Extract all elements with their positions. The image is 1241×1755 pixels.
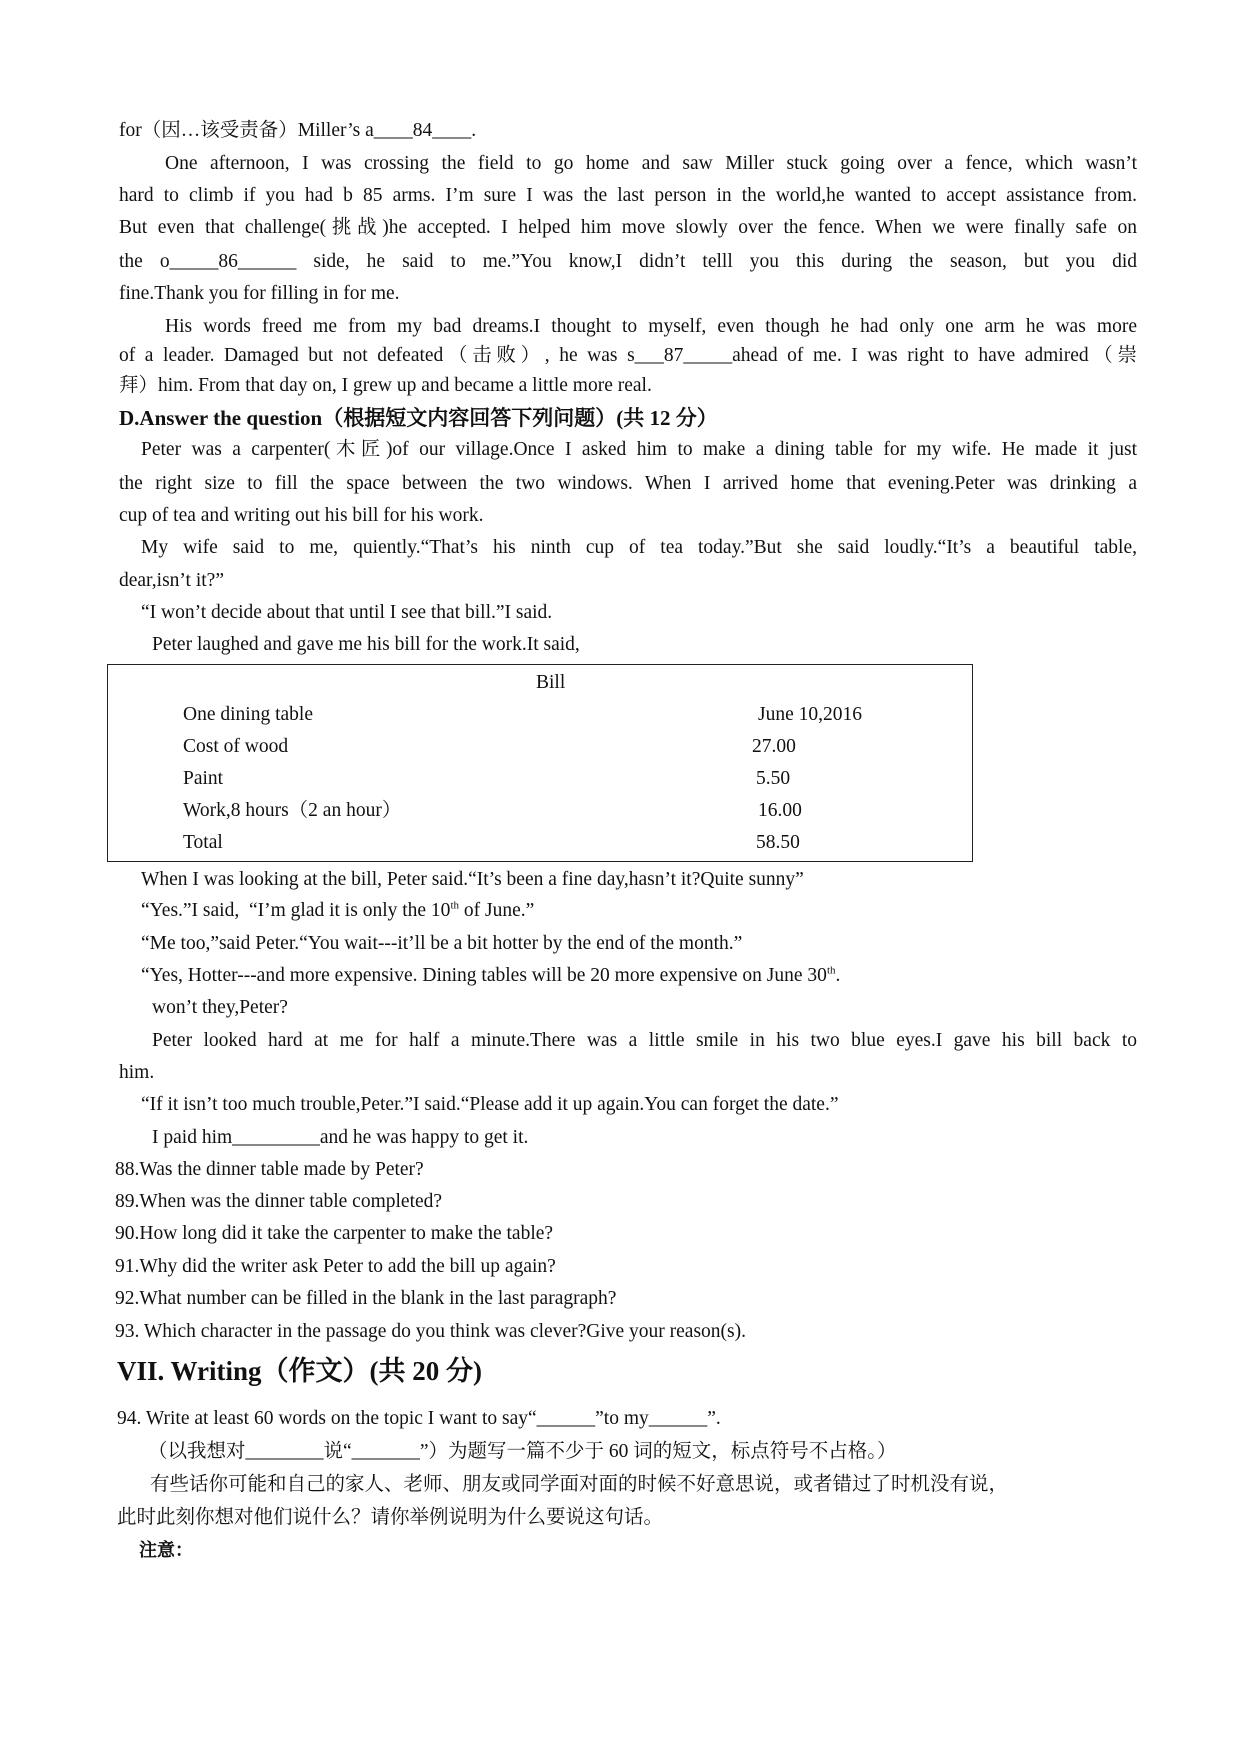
question-item: 89.When was the dinner table completed? <box>115 1191 443 1212</box>
passage-c-line: the o_____86______ side, he said to me.”You know,I didn’t telll you this during the season, but you did <box>119 251 1137 272</box>
note-label: 注意： <box>139 1540 193 1561</box>
passage-d-line: “Yes, Hotter---and more expensive. Dining tables will be 20 more expensive on June 30th. <box>141 964 841 986</box>
question-item: 91.Why did the writer ask Peter to add the bill up again? <box>115 1256 556 1277</box>
passage-d-line: When I was looking at the bill, Peter said.“It’s been a fine day,hasn’t it?Quite sunny” <box>141 869 804 890</box>
question-item: 93. Which character in the passage do you think was clever?Give your reason(s). <box>115 1321 746 1342</box>
bill-row-label: Work,8 hours（2 an hour） <box>183 800 402 821</box>
section-heading-vii: VII. Writing（作文）(共 20 分) <box>117 1356 483 1386</box>
writing-prompt-cn: 有些话你可能和自己的家人、老师、朋友或同学面对面的时候不好意思说，或者错过了时机没有说， <box>150 1474 1009 1495</box>
passage-c-line: His words freed me from my bad dreams.I thought to myself, even though he had only one arm he was more <box>165 316 1137 337</box>
bill-row-value: 27.00 <box>752 736 796 757</box>
writing-prompt-cn: 此时此刻你想对他们说什么？请你举例说明为什么要说这句话。 <box>117 1507 664 1528</box>
passage-d-line: dear,isn’t it?” <box>119 570 224 591</box>
bill-row-value: June 10,2016 <box>758 704 862 725</box>
passage-c-line: for（因…该受责备）Miller’s a____84____. <box>119 120 477 141</box>
question-item: 92.What number can be filled in the blank in the last paragraph? <box>115 1288 617 1309</box>
bill-title: Bill <box>536 672 566 693</box>
passage-d-line: Peter was a carpenter(木匠)of our village.Once I asked him to make a dining table for my wife. He made it just <box>141 439 1137 460</box>
passage-d-line: “Me too,”said Peter.“You wait---it’ll be a bit hotter by the end of the month.” <box>141 933 743 954</box>
writing-prompt: 94. Write at least 60 words on the topic I want to say“______”to my______”. <box>117 1408 721 1429</box>
passage-d-line: My wife said to me, quiently.“That’s his ninth cup of tea today.”But she said loudly.“It’s a beautiful table, <box>141 537 1137 558</box>
passage-d-line: “Yes.”I said, “I’m glad it is only the 10th of June.” <box>141 899 535 921</box>
passage-d-line: “If it isn’t too much trouble,Peter.”I said.“Please add it up again.You can forget the date.” <box>141 1094 839 1115</box>
passage-d-line: the right size to fill the space between the two windows. When I arrived home that evening.Peter was drinking a <box>119 473 1137 494</box>
passage-c-line: fine.Thank you for filling in for me. <box>119 283 400 304</box>
passage-d-line: cup of tea and writing out his bill for his work. <box>119 505 484 526</box>
bill-table <box>107 664 973 862</box>
passage-c-line: 拜）him. From that day on, I grew up and became a little more real. <box>119 375 652 396</box>
writing-prompt-cn: （以我想对________说“_______”）为题写一篇不少于 60 词的短文，标点符号不占格。） <box>148 1441 897 1462</box>
passage-d-line: him. <box>119 1062 155 1083</box>
section-heading-d: D.Answer the question（根据短文内容回答下列问题）(共 12 分） <box>119 406 718 430</box>
bill-row-label: Total <box>183 832 223 853</box>
bill-row-value: 58.50 <box>756 832 800 853</box>
passage-d-line: Peter looked hard at me for half a minute.There was a little smile in his two blue eyes.I gave his bill back to <box>152 1030 1137 1051</box>
bill-row-label: One dining table <box>183 704 313 725</box>
passage-d-line: I paid him_________and he was happy to get it. <box>152 1127 529 1148</box>
bill-row-value: 16.00 <box>758 800 802 821</box>
question-item: 90.How long did it take the carpenter to make the table? <box>115 1223 554 1244</box>
passage-c-line: hard to climb if you had b 85 arms. I’m sure I was the last person in the world,he wanted to accept assistance from. <box>119 185 1137 206</box>
bill-row-label: Cost of wood <box>183 736 289 757</box>
passage-d-line: Peter laughed and gave me his bill for the work.It said, <box>152 634 580 655</box>
bill-row-label: Paint <box>183 768 224 789</box>
question-item: 88.Was the dinner table made by Peter? <box>115 1159 424 1180</box>
passage-c-line: One afternoon, I was crossing the field to go home and saw Miller stuck going over a fence, which wasn’t <box>165 153 1137 174</box>
passage-c-line: But even that challenge(挑战)he accepted. I helped him move slowly over the fence. When we were finally safe on <box>119 217 1137 238</box>
passage-c-line: of a leader. Damaged but not defeated（击败）, he was s___87_____ahead of me. I was right to have admired（崇 <box>119 345 1137 366</box>
passage-d-line: won’t they,Peter? <box>152 997 288 1018</box>
passage-d-line: “I won’t decide about that until I see that bill.”I said. <box>141 602 553 623</box>
bill-row-value: 5.50 <box>756 768 791 789</box>
